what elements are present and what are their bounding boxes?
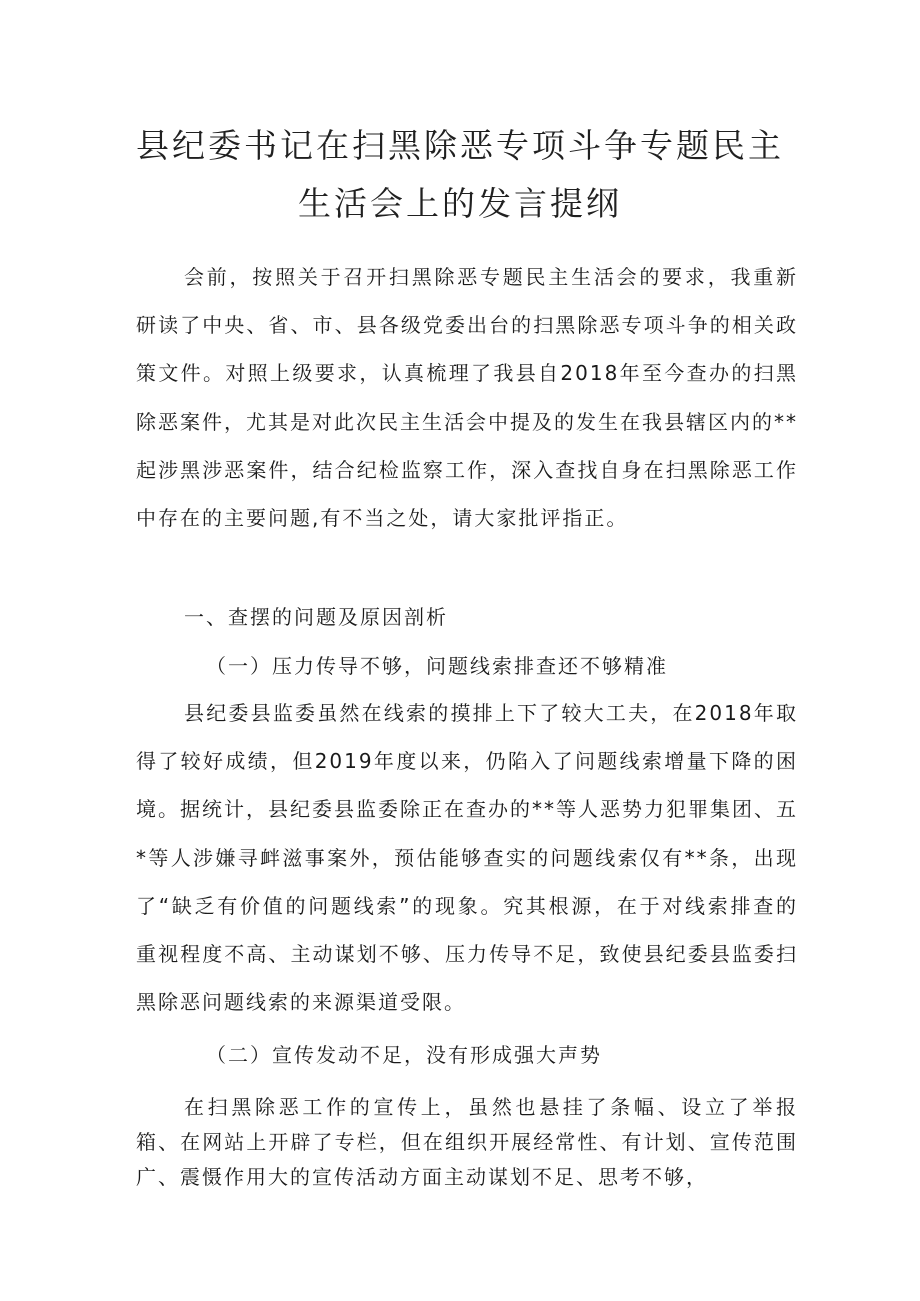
body-paragraph-1: 县纪委县监委虽然在线索的摸排上下了较大工夫，在2018年取得了较好成绩，但2019年度以来，仍陷入了问题线索增量下降的困境。据统计，县纪委县监委除正在查办的**等人恶势力犯罪集团、五*等人涉嫌寻衅滋事案外，预估能够查实的问题线索仅有**条，出现了“缺乏有价值的问题线索”的现象。究其根源，在于对线索排查的重视程度不高、主动谋划不够、压力传导不足，致使县纪委县监委扫黑除恶问题线索的来源渠道受限。: [136, 701, 798, 1015]
document-title-line-1: 县纪委书记在扫黑除恶专项斗争专题民主: [136, 126, 784, 165]
subsection-heading-1: （一）压力传导不够，问题线索排查还不够精准: [206, 654, 668, 678]
section-heading-1: 一、查摆的问题及原因剖析: [184, 605, 448, 629]
document-title-line-2: 生活会上的发言提纲: [298, 184, 622, 223]
subsection-heading-2: （二）宣传发动不足，没有形成强大声势: [206, 1043, 602, 1067]
intro-paragraph: 会前，按照关于召开扫黑除恶专题民主生活会的要求，我重新研读了中央、省、市、县各级党委出台的扫黑除恶专项斗争的相关政策文件。对照上级要求，认真梳理了我县自2018年至今查办的扫黑除恶案件，尤其是对此次民主生活会中提及的发生在我县辖区内的**起涉黑涉恶案件，结合纪检监察工作，深入查找自身在扫黑除恶工作中存在的主要问题,有不当之处，请大家批评指正。: [136, 265, 798, 531]
body-paragraph-2: 在扫黑除恶工作的宣传上，虽然也悬挂了条幅、设立了举报箱、在网站上开辟了专栏，但在组织开展经常性、有计划、宣传范围广、震慑作用大的宣传活动方面主动谋划不足、思考不够，: [136, 1095, 798, 1189]
